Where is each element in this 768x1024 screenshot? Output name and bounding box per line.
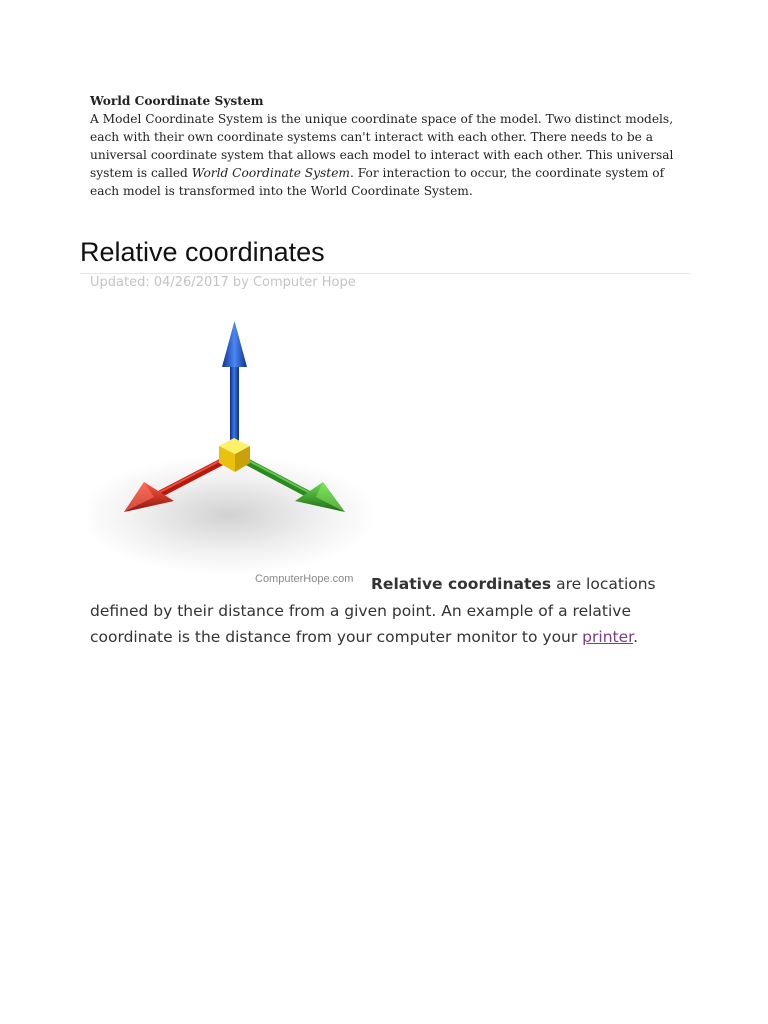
- wcs-term: World Coordinate System: [191, 166, 350, 180]
- 3d-axes-illustration: [88, 305, 378, 595]
- z-axis-arrow: [222, 321, 247, 445]
- article-body: [90, 571, 690, 651]
- image-credit: ComputerHope.com: [255, 573, 354, 585]
- updated-meta: Updated: 04/26/2017 by Computer Hope: [90, 275, 356, 290]
- floor-shadow: [88, 455, 378, 575]
- page-title: Relative coordinates: [80, 237, 325, 267]
- body-text-1: are locations defined by their distance from a given point. An example of a relative coordinate is the distance from your computer monitor to your: [90, 575, 656, 646]
- wcs-title: World Coordinate System: [90, 94, 264, 108]
- printer-link[interactable]: printer: [582, 628, 634, 646]
- body-text-2: .: [633, 628, 639, 646]
- wcs-paragraph: [90, 110, 675, 200]
- wcs-text-2: . For interaction to occur, the coordinate system of each model is transformed into the World Coordinate System.: [90, 166, 665, 198]
- wcs-text-1: A Model Coordinate System is the unique coordinate space of the model. Two distinct models, each with their own coordinate systems can't interact with each other. There needs to be a universal coordinate system that allows each model to interact with each other. This universal system is called: [90, 112, 674, 180]
- 3d-axes-icon: [88, 305, 378, 595]
- bold-term: Relative coordinates: [371, 575, 552, 593]
- wcs-section: [90, 92, 675, 200]
